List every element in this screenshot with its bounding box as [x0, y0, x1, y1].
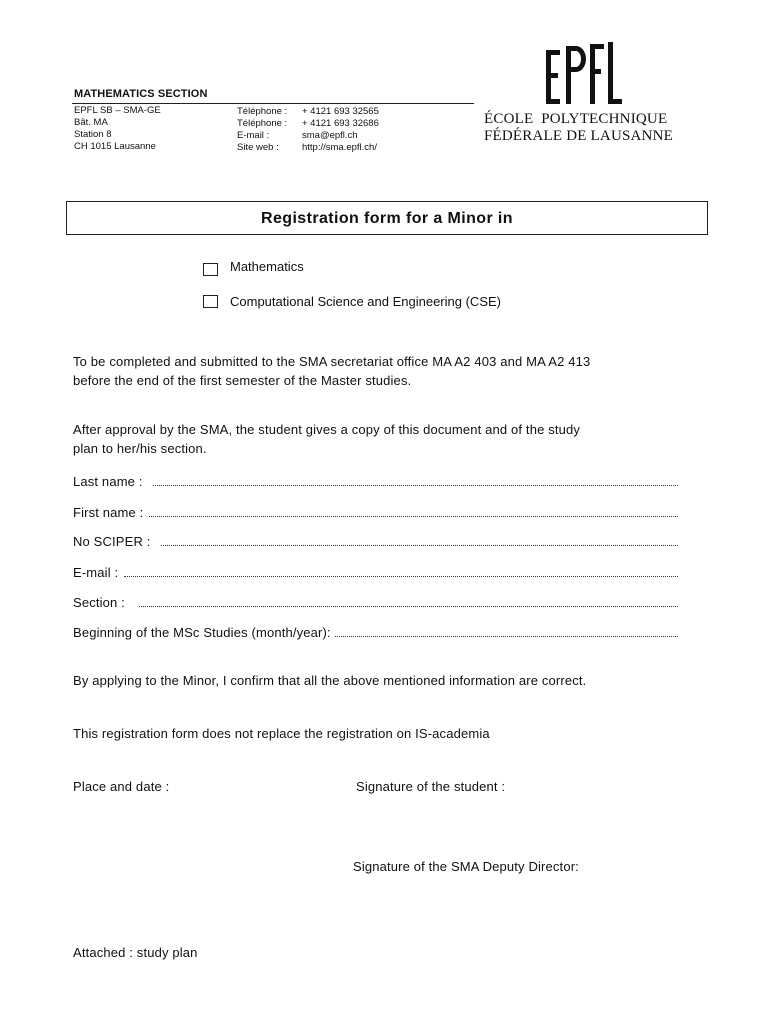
place-date-label: Place and date :	[73, 779, 170, 794]
attached-note: Attached : study plan	[73, 945, 198, 960]
address-line: Station 8	[74, 129, 112, 140]
cse-option-label: Computational Science and Engineering (CSE)	[230, 294, 501, 309]
phone2-label: Téléphone :	[237, 118, 288, 129]
contact-labels	[237, 106, 287, 154]
msc-start-label: Beginning of the MSc Studies (month/year):	[73, 625, 331, 640]
address-line: EPFL SB – SMA-GE	[74, 105, 161, 116]
msc-start-field	[73, 625, 678, 640]
email-field	[73, 565, 678, 580]
msc-start-input[interactable]	[335, 625, 678, 637]
registration-notice: This registration form does not replace the registration on IS-academia	[73, 726, 490, 741]
confirmation-statement: By applying to the Minor, I confirm that all the above mentioned information are correct.	[73, 673, 587, 688]
school-name	[484, 111, 673, 145]
instructions-line: before the end of the first semester of the Master studies.	[73, 373, 412, 388]
phone1-value: + 4121 693 32565	[302, 106, 379, 117]
header-divider	[72, 103, 474, 104]
instructions-paragraph	[73, 352, 703, 390]
address-line: Bât. MA	[74, 117, 108, 128]
section-label: Section :	[73, 595, 125, 610]
first-name-label: First name :	[73, 505, 144, 520]
last-name-input[interactable]	[153, 474, 678, 486]
cse-checkbox[interactable]	[203, 295, 218, 308]
web-label: Site web :	[237, 142, 279, 153]
first-name-input[interactable]	[149, 505, 678, 517]
approval-line: After approval by the SMA, the student gives a copy of this document and of the study	[73, 422, 581, 437]
mathematics-option-label: Mathematics	[230, 259, 304, 274]
address-line: CH 1015 Lausanne	[74, 141, 156, 152]
first-name-field	[73, 505, 678, 520]
sciper-input[interactable]	[161, 534, 678, 546]
form-title: Registration form for a Minor in	[66, 201, 708, 235]
section-input[interactable]	[139, 595, 678, 607]
email-label: E-mail :	[237, 130, 270, 141]
phone2-value: + 4121 693 32686	[302, 118, 379, 129]
email-field-label: E-mail :	[73, 565, 119, 580]
last-name-field	[73, 474, 678, 489]
section-title: MATHEMATICS SECTION	[74, 88, 208, 100]
instructions-line: To be completed and submitted to the SMA secretariat office MA A2 403 and MA A2 413	[73, 354, 591, 369]
email-input[interactable]	[124, 565, 678, 577]
director-signature-label: Signature of the SMA Deputy Director:	[353, 859, 579, 874]
website-link[interactable]: http://sma.epfl.ch/	[302, 142, 377, 153]
approval-line: plan to her/his section.	[73, 441, 207, 456]
last-name-label: Last name :	[73, 474, 143, 489]
phone1-label: Téléphone :	[237, 106, 288, 117]
email-link[interactable]: sma@epfl.ch	[302, 130, 358, 141]
student-signature-label: Signature of the student :	[356, 779, 506, 794]
mathematics-checkbox[interactable]	[203, 263, 218, 276]
school-name-line1: ÉCOLE POLYTECHNIQUE	[484, 111, 668, 127]
epfl-logo	[544, 42, 624, 109]
school-name-line2: FÉDÉRALE DE LAUSANNE	[484, 128, 673, 144]
approval-paragraph	[73, 420, 703, 458]
sciper-label: No SCIPER :	[73, 534, 151, 549]
sciper-field	[73, 534, 678, 549]
address-block	[74, 105, 161, 153]
contact-values	[302, 106, 379, 154]
section-field	[73, 595, 678, 610]
